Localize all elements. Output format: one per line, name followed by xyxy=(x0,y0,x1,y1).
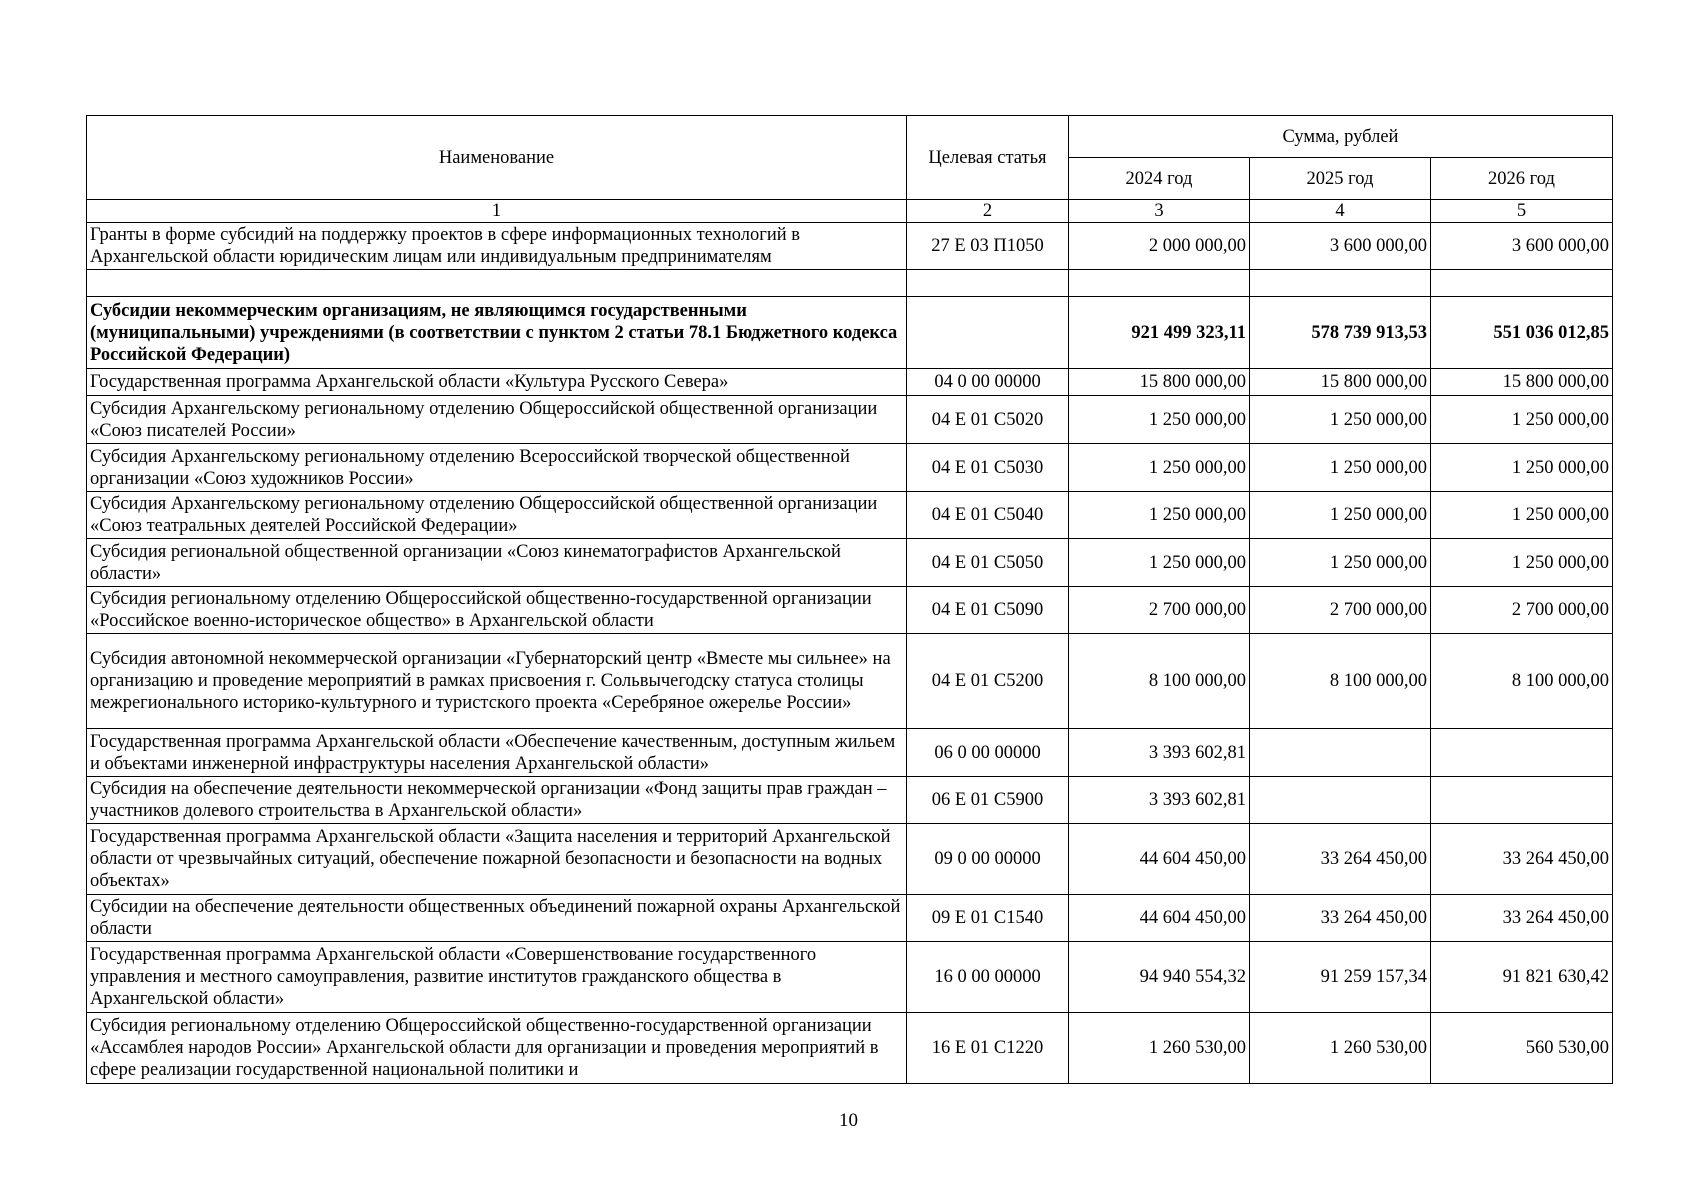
column-index: 3 xyxy=(1069,200,1250,223)
budget-table xyxy=(86,115,1613,1084)
row-value-2024: 3 393 602,81 xyxy=(1069,729,1250,777)
row-value-2024: 94 940 554,32 xyxy=(1069,942,1250,1013)
table-row xyxy=(87,895,1613,942)
header-name: Наименование xyxy=(87,116,907,200)
row-value-2025: 15 800 000,00 xyxy=(1250,369,1431,396)
table-row xyxy=(87,444,1613,492)
row-value-2024: 44 604 450,00 xyxy=(1069,824,1250,895)
row-value-2025: 2 700 000,00 xyxy=(1250,587,1431,634)
table-row xyxy=(87,492,1613,539)
row-value-2026: 560 530,00 xyxy=(1431,1013,1613,1084)
row-value-2026: 551 036 012,85 xyxy=(1431,297,1613,369)
header-year-2024: 2024 год xyxy=(1069,158,1250,200)
table-body xyxy=(87,116,1613,1084)
row-target-code xyxy=(907,297,1069,369)
row-target-code: 09 Е 01 С1540 xyxy=(907,895,1069,942)
row-target-code: 04 Е 01 С5050 xyxy=(907,539,1069,587)
row-value-2025: 3 600 000,00 xyxy=(1250,223,1431,270)
row-target-code xyxy=(907,270,1069,297)
row-value-2026: 1 250 000,00 xyxy=(1431,444,1613,492)
column-index: 1 xyxy=(87,200,907,223)
row-value-2026: 15 800 000,00 xyxy=(1431,369,1613,396)
row-name: Государственная программа Архангельской области «Защита населения и территорий Архангельской области от чрезвычайных ситуаций, обеспечение пожарной безопасности и безопасности на водных объектах» xyxy=(87,824,907,895)
row-value-2025 xyxy=(1250,777,1431,824)
row-target-code: 04 Е 01 С5040 xyxy=(907,492,1069,539)
row-value-2026: 33 264 450,00 xyxy=(1431,824,1613,895)
row-value-2026: 3 600 000,00 xyxy=(1431,223,1613,270)
header-year-2026: 2026 год xyxy=(1431,158,1613,200)
row-name: Субсидии на обеспечение деятельности общественных объединений пожарной охраны Архангельской области xyxy=(87,895,907,942)
row-target-code: 16 Е 01 С1220 xyxy=(907,1013,1069,1084)
row-value-2024: 8 100 000,00 xyxy=(1069,634,1250,729)
row-value-2024: 2 000 000,00 xyxy=(1069,223,1250,270)
header-code: Целевая статья xyxy=(907,116,1069,200)
table-row xyxy=(87,942,1613,1013)
row-target-code: 27 Е 03 П1050 xyxy=(907,223,1069,270)
row-value-2026: 33 264 450,00 xyxy=(1431,895,1613,942)
table-row xyxy=(87,777,1613,824)
row-target-code: 04 Е 01 С5020 xyxy=(907,396,1069,444)
row-value-2025 xyxy=(1250,270,1431,297)
row-value-2024: 1 250 000,00 xyxy=(1069,492,1250,539)
row-name: Государственная программа Архангельской области «Культура Русского Севера» xyxy=(87,369,907,396)
row-value-2024: 15 800 000,00 xyxy=(1069,369,1250,396)
table-row xyxy=(87,634,1613,729)
header-row-1 xyxy=(87,116,1613,158)
row-name: Государственная программа Архангельской области «Обеспечение качественным, доступным жильем и объектами инженерной инфраструктуры населения Архангельской области» xyxy=(87,729,907,777)
table-row xyxy=(87,223,1613,270)
row-target-code: 06 0 00 00000 xyxy=(907,729,1069,777)
row-value-2025: 33 264 450,00 xyxy=(1250,824,1431,895)
row-name: Субсидия региональному отделению Общероссийской общественно-государственной организации «Российское военно-историческое общество» в Архангельской области xyxy=(87,587,907,634)
row-value-2026 xyxy=(1431,270,1613,297)
row-value-2024: 1 250 000,00 xyxy=(1069,444,1250,492)
row-name: Субсидия Архангельскому региональному отделению Общероссийской общественной организации «Союз писателей России» xyxy=(87,396,907,444)
table-row xyxy=(87,270,1613,297)
row-name: Субсидия региональной общественной организации «Союз кинематографистов Архангельской области» xyxy=(87,539,907,587)
row-value-2025: 1 250 000,00 xyxy=(1250,492,1431,539)
row-value-2024: 44 604 450,00 xyxy=(1069,895,1250,942)
row-name: Субсидия Архангельскому региональному отделению Всероссийской творческой общественной организации «Союз художников России» xyxy=(87,444,907,492)
column-index: 5 xyxy=(1431,200,1613,223)
row-name: Государственная программа Архангельской области «Совершенствование государственного управления и местного самоуправления, развитие институтов гражданского общества в Архангельской области» xyxy=(87,942,907,1013)
table-row xyxy=(87,297,1613,369)
table-row xyxy=(87,396,1613,444)
row-value-2024: 1 250 000,00 xyxy=(1069,396,1250,444)
row-target-code: 09 0 00 00000 xyxy=(907,824,1069,895)
row-value-2025: 1 250 000,00 xyxy=(1250,396,1431,444)
row-name: Субсидия Архангельскому региональному отделению Общероссийской общественной организации «Союз театральных деятелей Российской Федерации» xyxy=(87,492,907,539)
table-row xyxy=(87,1013,1613,1084)
row-value-2025: 1 260 530,00 xyxy=(1250,1013,1431,1084)
row-value-2024: 1 260 530,00 xyxy=(1069,1013,1250,1084)
row-value-2026: 91 821 630,42 xyxy=(1431,942,1613,1013)
row-target-code: 06 Е 01 С5900 xyxy=(907,777,1069,824)
column-index: 2 xyxy=(907,200,1069,223)
row-value-2025: 578 739 913,53 xyxy=(1250,297,1431,369)
row-target-code: 16 0 00 00000 xyxy=(907,942,1069,1013)
header-sum: Сумма, рублей xyxy=(1069,116,1613,158)
row-value-2025: 91 259 157,34 xyxy=(1250,942,1431,1013)
column-index-row xyxy=(87,200,1613,223)
row-value-2024: 921 499 323,11 xyxy=(1069,297,1250,369)
header-year-2025: 2025 год xyxy=(1250,158,1431,200)
row-name: Субсидии некоммерческим организациям, не являющимся государственными (муниципальными) учреждениями (в соответствии с пунктом 2 статьи 78.1 Бюджетного кодекса Российской Федерации) xyxy=(87,297,907,369)
column-index: 4 xyxy=(1250,200,1431,223)
row-value-2024: 1 250 000,00 xyxy=(1069,539,1250,587)
row-value-2026: 1 250 000,00 xyxy=(1431,539,1613,587)
page-number: 10 xyxy=(839,1110,858,1131)
row-value-2026 xyxy=(1431,729,1613,777)
row-value-2025: 8 100 000,00 xyxy=(1250,634,1431,729)
row-value-2025: 1 250 000,00 xyxy=(1250,444,1431,492)
table-row xyxy=(87,539,1613,587)
row-value-2024: 2 700 000,00 xyxy=(1069,587,1250,634)
row-value-2025: 1 250 000,00 xyxy=(1250,539,1431,587)
table-row xyxy=(87,369,1613,396)
row-name: Гранты в форме субсидий на поддержку проектов в сфере информационных технологий в Архангельской области юридическим лицам или индивидуальным предпринимателям xyxy=(87,223,907,270)
table-row xyxy=(87,824,1613,895)
row-target-code: 04 Е 01 С5030 xyxy=(907,444,1069,492)
table-row xyxy=(87,587,1613,634)
row-value-2024: 3 393 602,81 xyxy=(1069,777,1250,824)
row-name: Субсидия автономной некоммерческой организации «Губернаторский центр «Вместе мы сильнее» на организацию и проведение мероприятий в рамках присвоения г. Сольвычегодску статуса столицы межрегионального историко-культурного и туристского проекта «Серебряное ожерелье России» xyxy=(87,634,907,729)
row-value-2025: 33 264 450,00 xyxy=(1250,895,1431,942)
row-value-2024 xyxy=(1069,270,1250,297)
row-value-2026: 1 250 000,00 xyxy=(1431,396,1613,444)
row-target-code: 04 Е 01 С5090 xyxy=(907,587,1069,634)
row-name: Субсидия региональному отделению Общероссийской общественно-государственной организации «Ассамблея народов России» Архангельской области для организации и проведения мероприятий в сфере реализации государственной национальной политики и xyxy=(87,1013,907,1084)
row-value-2026: 2 700 000,00 xyxy=(1431,587,1613,634)
row-value-2026 xyxy=(1431,777,1613,824)
row-name xyxy=(87,270,907,297)
row-target-code: 04 Е 01 С5200 xyxy=(907,634,1069,729)
row-target-code: 04 0 00 00000 xyxy=(907,369,1069,396)
row-name: Субсидия на обеспечение деятельности некоммерческой организации «Фонд защиты прав граждан – участников долевого строительства в Архангельской области» xyxy=(87,777,907,824)
row-value-2026: 8 100 000,00 xyxy=(1431,634,1613,729)
row-value-2026: 1 250 000,00 xyxy=(1431,492,1613,539)
row-value-2025 xyxy=(1250,729,1431,777)
table-row xyxy=(87,729,1613,777)
